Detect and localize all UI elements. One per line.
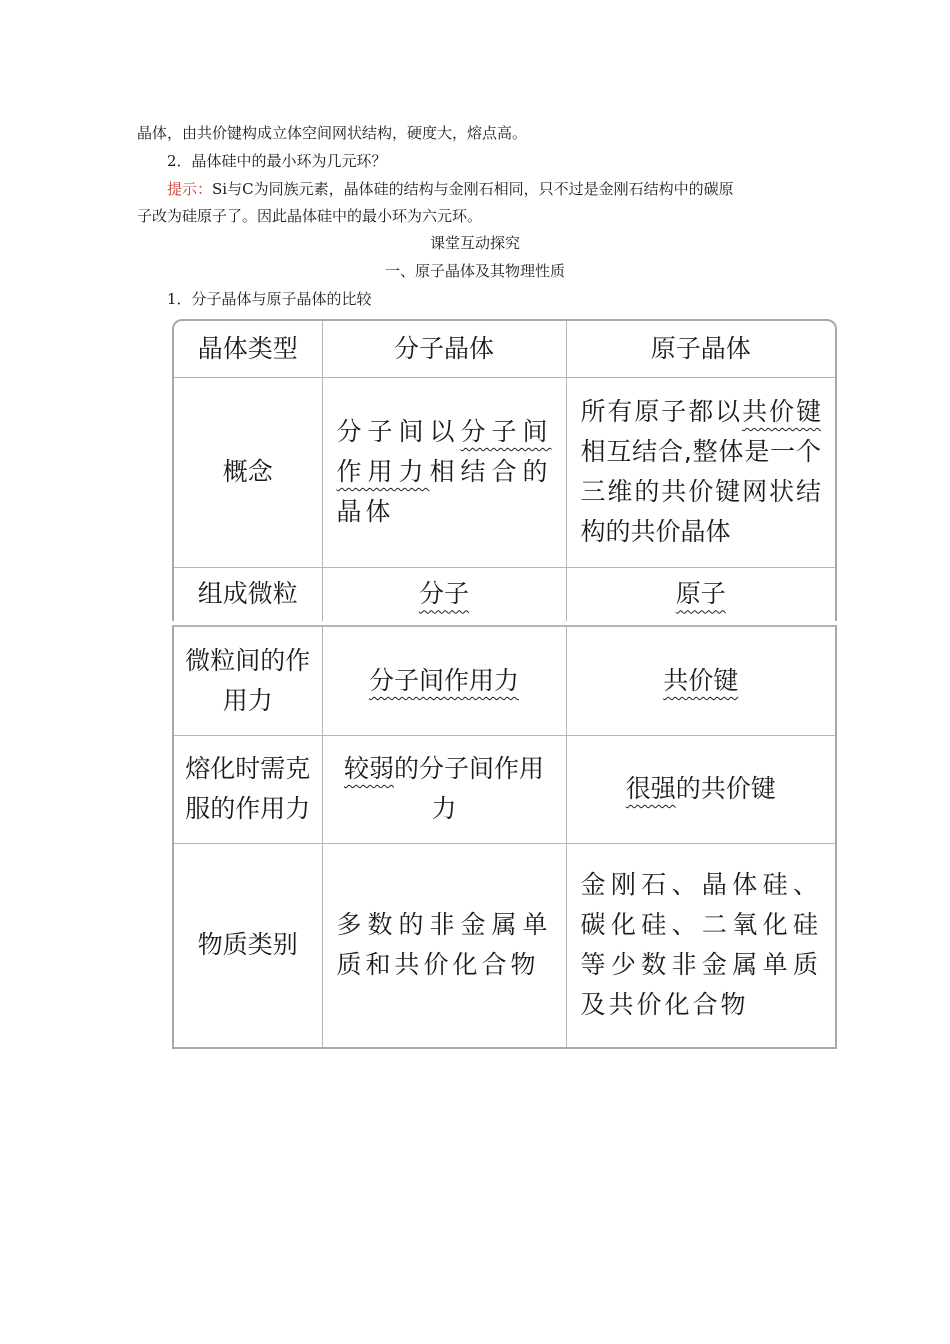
molecular-concept-post: 相结合的晶体 — [336, 457, 552, 526]
section-subtitle: 一、原子晶体及其物理性质 — [384, 262, 565, 280]
molecular-concept-pre: 分子间以 — [336, 417, 461, 446]
atomic-melting-keyword: 很强 — [625, 774, 676, 803]
comparison-table-part1 — [172, 319, 837, 621]
hint-label: 提示： — [167, 180, 213, 198]
header-crystal-type: 晶体类型 — [174, 321, 322, 377]
hint-text: Si与C为同族元素，晶体硅的结构与金刚石相同，只不过是金刚石结构中的碳原 — [212, 180, 734, 198]
atomic-melting-post: 的共价键 — [675, 774, 776, 803]
atomic-particles — [566, 567, 835, 621]
row-label-forces: 微粒间的作用力 — [174, 627, 322, 735]
molecular-melting-keyword: 较弱 — [343, 754, 394, 783]
table-row-melting — [174, 735, 835, 843]
atomic-substances: 金刚石、晶体硅、碳化硅、二氧化硅等少数非金属单质及共价化合物 — [566, 843, 835, 1047]
molecular-forces-text: 分子间作用力 — [368, 665, 519, 695]
hint-paragraph — [167, 178, 734, 200]
question-text: 2．晶体硅中的最小环为几元环？ — [167, 152, 387, 170]
molecular-melting — [322, 735, 566, 843]
atomic-concept — [566, 377, 835, 567]
molecular-substances: 多数的非金属单质和共价化合物 — [322, 843, 566, 1047]
row-label-melting: 熔化时需克服的作用力 — [174, 735, 322, 843]
table-row-forces — [174, 627, 835, 735]
comparison-item-title: 1．分子晶体与原子晶体的比较 — [167, 290, 372, 308]
row-label-particles: 组成微粒 — [174, 567, 322, 621]
molecular-particles — [322, 567, 566, 621]
atomic-particles-text: 原子 — [675, 579, 726, 609]
table-row-substances — [174, 843, 835, 1047]
header-atomic-crystal: 原子晶体 — [566, 321, 835, 377]
atomic-forces-text: 共价键 — [663, 665, 739, 695]
atomic-concept-pre: 所有原子都以 — [580, 397, 743, 426]
atomic-forces — [566, 627, 835, 735]
row-label-concept: 概念 — [174, 377, 322, 567]
hint-continuation: 子改为硅原子了。因此晶体硅中的最小环为六元环。 — [137, 207, 483, 225]
intro-line: 晶体，由共价键构成立体空间网状结构，硬度大，熔点高。 — [137, 124, 528, 142]
row-label-substances: 物质类别 — [174, 843, 322, 1047]
atomic-melting — [566, 735, 835, 843]
molecular-concept — [322, 377, 566, 567]
molecular-concept-keyword: 分子间作用力 — [336, 417, 552, 486]
molecular-forces — [322, 627, 566, 735]
atomic-concept-keyword: 共价键 — [742, 397, 821, 426]
header-molecular-crystal: 分子晶体 — [322, 321, 566, 377]
table-row-concept — [174, 377, 835, 567]
section-title: 课堂互动探究 — [429, 234, 520, 252]
molecular-particles-text: 分子 — [418, 579, 469, 609]
table-header-row — [174, 321, 835, 377]
comparison-table-part2 — [172, 625, 837, 1049]
atomic-concept-post: 相互结合,整体是一个三维的共价键网状结构的共价晶体 — [580, 437, 821, 546]
table-row-particles — [174, 567, 835, 621]
molecular-melting-post: 的分子间作用力 — [394, 754, 545, 823]
